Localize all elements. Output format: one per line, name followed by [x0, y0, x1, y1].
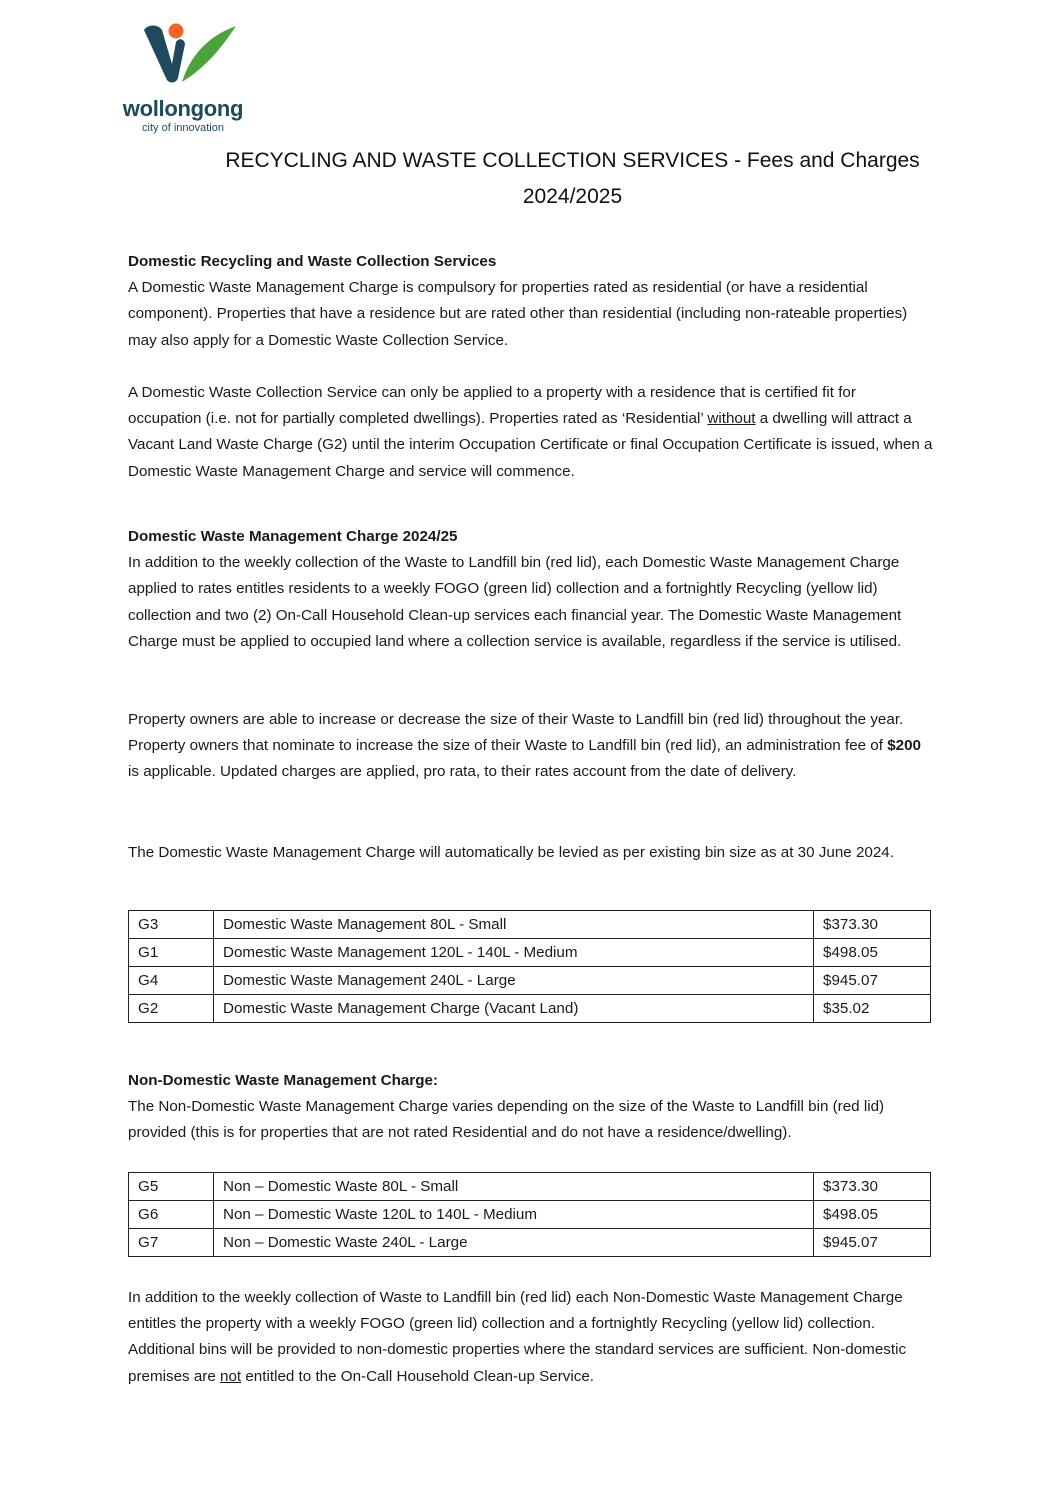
fee-description: Domestic Waste Management 120L - 140L - Medium: [214, 939, 814, 967]
section-domestic-charge: [128, 524, 933, 655]
table-row: [129, 1229, 931, 1257]
title-line-1: RECYCLING AND WASTE COLLECTION SERVICES - Fees and Charges: [225, 149, 920, 172]
fee-code: G6: [129, 1201, 214, 1229]
domestic-fees-table: [128, 910, 931, 1023]
table-row: [129, 967, 931, 995]
page-title: [220, 143, 925, 215]
table-row: [129, 1173, 931, 1201]
logo-mark-icon: [138, 20, 238, 86]
fee-amount: $373.30: [814, 1173, 931, 1201]
fee-description: Domestic Waste Management 80L - Small: [214, 911, 814, 939]
fee-code: G3: [129, 911, 214, 939]
section-domestic-charge-para2: [128, 707, 933, 786]
paragraph: The Domestic Waste Management Charge will automatically be levied as per existing bin size as at 30 June 2024.: [128, 844, 894, 861]
paragraph: A Domestic Waste Collection Service can only be applied to a property with a residence that is certified fit for occupation (i.e. not for partially completed dwellings). Properties rated as ‘Residential’ without a dwelling will attract a Vacant Land Waste Charge (G2) until the interim Occupation Certificate or final Occupation Certificate is issued, when a Domestic Waste Management Charge and service will commence.: [128, 384, 933, 480]
table-row: [129, 1201, 931, 1229]
fee-description: Non – Domestic Waste 80L - Small: [214, 1173, 814, 1201]
non-domestic-fees-table: [128, 1172, 931, 1257]
paragraph: In addition to the weekly collection of Waste to Landfill bin (red lid) each Non-Domestic Waste Management Charge entitles the property with a weekly FOGO (green lid) collection and a fortnightly Recycling (yellow lid) collection. Additional bins will be provided to non-domestic properties where the standard services are sufficient. Non-domestic premises are not entitled to the On-Call Household Clean-up Service.: [128, 1289, 907, 1385]
paragraph: The Non-Domestic Waste Management Charge varies depending on the size of the Waste to Landfill bin (red lid) provided (this is for properties that are not rated Residential and do not have a residence/dwelling).: [128, 1098, 885, 1142]
section-non-domestic-charge: [128, 1068, 933, 1147]
wollongong-logo: [112, 18, 252, 134]
fee-amount: $945.07: [814, 967, 931, 995]
logo-tagline: city of innovation: [142, 122, 224, 134]
fee-description: Domestic Waste Management 240L - Large: [214, 967, 814, 995]
table-row: [129, 995, 931, 1023]
fee-code: G2: [129, 995, 214, 1023]
fee-amount: $498.05: [814, 939, 931, 967]
section-non-domestic-para2: [128, 1285, 933, 1390]
section-domestic-charge-para3: [128, 840, 933, 866]
table-row: [129, 939, 931, 967]
fee-description: Non – Domestic Waste 120L to 140L - Medium: [214, 1201, 814, 1229]
underlined-emphasis: not: [220, 1367, 242, 1385]
fee-amount: $498.05: [814, 1201, 931, 1229]
paragraph: A Domestic Waste Management Charge is compulsory for properties rated as residential (or have a residential component). Properties that have a residence but are rated other than residential (including non-rateable properties) may also apply for a Domestic Waste Collection Service.: [128, 279, 908, 349]
fee-amount: $35.02: [814, 995, 931, 1023]
fee-code: G1: [129, 939, 214, 967]
section-heading: Domestic Recycling and Waste Collection Services: [128, 253, 497, 270]
section-domestic-services: [128, 249, 933, 354]
title-line-2: 2024/2025: [522, 185, 623, 208]
section-domestic-services-para2: [128, 380, 933, 485]
fee-code: G4: [129, 967, 214, 995]
table-row: [129, 911, 931, 939]
paragraph: Property owners are able to increase or decrease the size of their Waste to Landfill bin (red lid) throughout the year. Property owners that nominate to increase the size of their Waste to Landfill bin (red lid), an administration fee of $200 is applicable. Updated charges are applied, pro rata, to their rates account from the date of delivery.: [128, 711, 921, 781]
section-heading: Domestic Waste Management Charge 2024/25: [128, 528, 458, 545]
underlined-emphasis: without: [707, 410, 756, 428]
fee-code: G7: [129, 1229, 214, 1257]
fee-code: G5: [129, 1173, 214, 1201]
fee-description: Non – Domestic Waste 240L - Large: [214, 1229, 814, 1257]
section-heading: Non-Domestic Waste Management Charge:: [128, 1072, 438, 1089]
fee-description: Domestic Waste Management Charge (Vacant Land): [214, 995, 814, 1023]
admin-fee-amount: $200: [887, 737, 921, 755]
logo-wordmark: wollongong: [122, 96, 244, 121]
fee-amount: $945.07: [814, 1229, 931, 1257]
paragraph: In addition to the weekly collection of the Waste to Landfill bin (red lid), each Domestic Waste Management Charge applied to rates entitles residents to a weekly FOGO (green lid) collection and a fortnightly Recycling (yellow lid) collection and two (2) On-Call Household Clean-up services each financial year. The Domestic Waste Management Charge must be applied to occupied land where a collection service is available, regardless if the service is utilised.: [128, 554, 902, 650]
fee-amount: $373.30: [814, 911, 931, 939]
